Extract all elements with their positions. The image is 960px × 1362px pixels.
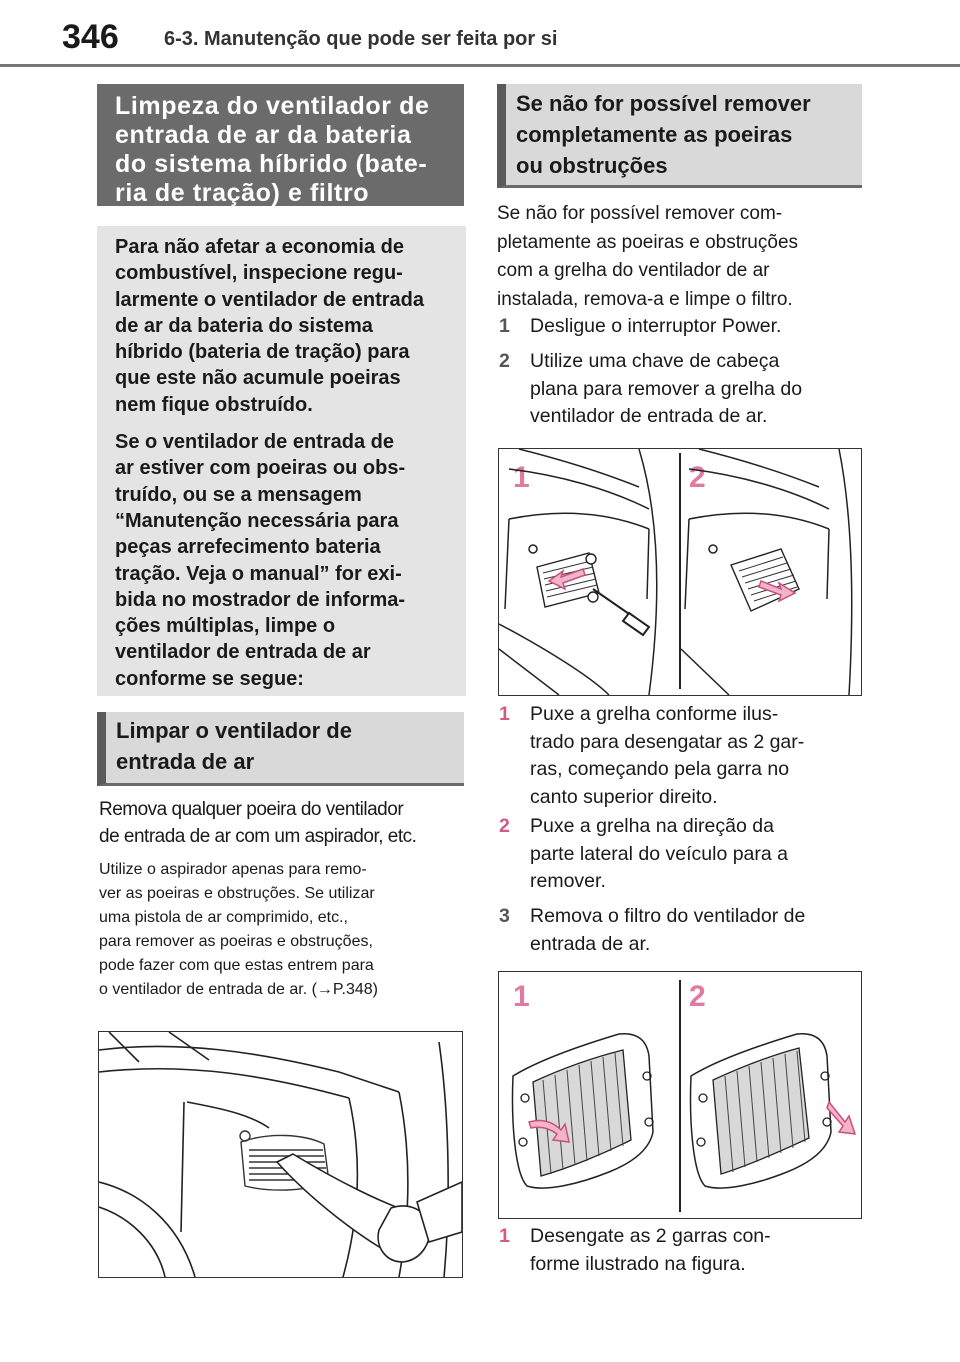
notice-box (97, 226, 466, 696)
step-item (499, 313, 874, 341)
grille-removal-drawing (499, 449, 861, 695)
notice-paragraph: Se o ventilador de entrada de ar estiver com poeiras ou obs- truído, ou se a mensagem “Manutenção necessária para peças arrefecimento bateria tração. Veja o manual” for exi- bida no mostrador de informa- ções múltiplas, limpe o ventilador de entrada de ar conforme se segue: (115, 431, 406, 690)
header-rule (0, 64, 960, 67)
step-text: Remova o filtro do ventilador de entrada de ar. (530, 905, 806, 955)
step-number: 3 (499, 905, 510, 927)
section-title: 6-3. Manutenção que pode ser feita por si (164, 28, 558, 50)
step-number: 1 (499, 315, 510, 337)
page-header (0, 0, 960, 70)
section-title-box (97, 84, 464, 206)
notice-paragraph: Para não afetar a economia de combustível, inspecione regu- larmente o ventilador de entrada de ar da bateria do sistema híbrido (bateria de tração) para que este não acumule poeiras nem fique obstruído. (115, 236, 424, 416)
section-box-title: Limpeza do ventilador de entrada de ar da bateria do sistema híbrido (bate- ria de tração) e filtro (115, 92, 430, 207)
subheading-text: Se não for possível remover completamente as poeiras ou obstruções (516, 91, 811, 178)
step-item (499, 1223, 874, 1278)
step-text: Desligue o interruptor Power. (530, 315, 782, 337)
figure-label: 1 (513, 461, 530, 494)
figure-label: 2 (689, 980, 706, 1013)
note-paragraph: Utilize o aspirador apenas para remo- ver as poeiras e obstruções. Se utilizar uma pistola de ar comprimido, etc., para remover as poeiras e obstruções, pode fazer com que estas entrem para o ventilador de entrada de ar. (→P.348) (99, 861, 378, 998)
step-item (499, 813, 874, 896)
filter-removal-drawing (499, 972, 861, 1218)
page-number: 346 (62, 18, 119, 56)
vacuum-drawing (99, 1032, 462, 1277)
step-text: Puxe a grelha conforme ilus- trado para desengatar as 2 gar- ras, começando pela garra no canto superior direito. (530, 703, 805, 808)
step-text: Utilize uma chave de cabeça plana para remover a grelha do ventilador de entrada de ar. (530, 350, 803, 427)
vacuum-illustration (98, 1031, 463, 1278)
step-item (499, 701, 874, 811)
step-number: 2 (499, 350, 510, 372)
grille-removal-figure (498, 448, 862, 696)
subheading-clean-vent (97, 712, 464, 786)
step-item (499, 348, 874, 431)
figure-label: 1 (513, 980, 530, 1013)
step-number: 1 (499, 703, 510, 725)
filter-removal-figure (498, 971, 862, 1219)
step-text: Desengate as 2 garras con- forme ilustrado na figura. (530, 1225, 771, 1275)
body-paragraph: Remova qualquer poeira do ventilador de entrada de ar com um aspirador, etc. (99, 799, 417, 847)
subheading-if-not-removed (497, 84, 862, 188)
subheading-text: Limpar o ventilador de entrada de ar (116, 718, 352, 774)
figure-label: 2 (689, 461, 706, 494)
step-text: Puxe a grelha na direção da parte lateral do veículo para a remover. (530, 815, 788, 892)
intro-paragraph: Se não for possível remover com- pletamente as poeiras e obstruções com a grelha do ventilador de ar instalada, remova-a e limpe o filtro. (497, 203, 799, 310)
step-item (499, 903, 874, 958)
step-number: 2 (499, 815, 510, 837)
step-number: 1 (499, 1225, 510, 1247)
